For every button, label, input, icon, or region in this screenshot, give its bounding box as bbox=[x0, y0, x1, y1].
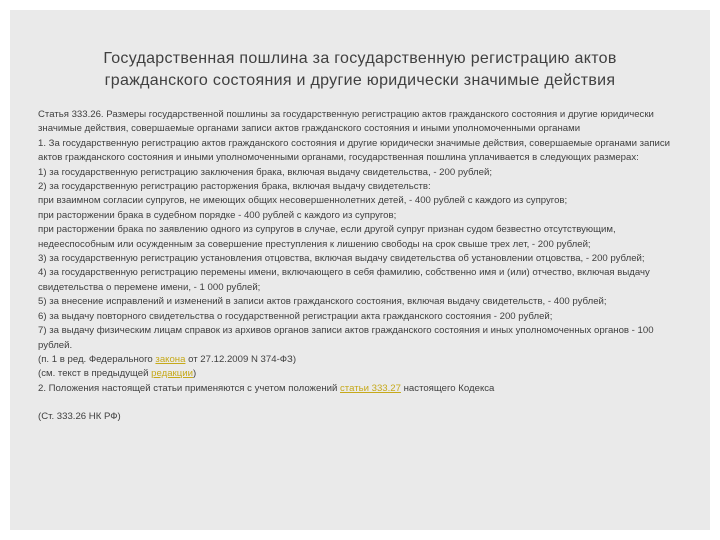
see-suffix: ) bbox=[192, 368, 197, 380]
item-2a: при взаимном согласии супругов, не имеющих общих несовершеннолетних детей, - 400 рублей с каждого из супругов; bbox=[38, 195, 568, 207]
slide-title bbox=[30, 48, 690, 92]
see-previous-note bbox=[38, 367, 678, 381]
article-heading: Статья 333.26. Размеры государственной пошлины за государственную регистрацию актов гражданского состояния и другие юридически значимые действия, совершаемые органами записи актов гражданского состояния и иными уполномоченными органами bbox=[38, 109, 654, 135]
spacer bbox=[38, 396, 678, 410]
item-6: 6) за выдачу повторного свидетельства о государственной регистрации акта гражданского состояния - 200 рублей; bbox=[38, 310, 553, 322]
see-prefix: (см. текст в предыдущей bbox=[38, 368, 152, 380]
item-3: 3) за государственную регистрацию установления отцовства, включая выдачу свидетельства об установлении отцовства, - 200 рублей; bbox=[38, 253, 645, 265]
law-link[interactable]: закона bbox=[155, 353, 186, 365]
item-5: 5) за внесение исправлений и изменений в записи актов гражданского состояния, включая выдачу свидетельств, - 400 рублей; bbox=[38, 296, 607, 308]
item-2b: при расторжении брака в судебном порядке - 400 рублей с каждого из супругов; bbox=[38, 209, 397, 221]
article-body bbox=[38, 108, 678, 425]
amendment-prefix: (п. 1 в ред. Федерального bbox=[38, 353, 156, 365]
amendment-note bbox=[38, 353, 678, 367]
paragraph-1: 1. За государственную регистрацию актов гражданского состояния и другие юридически значимые действия, совершаемые органами записи актов гражданского состояния и иными уполномоченными органами, государственная пошлина уплачивается в следующих размерах: bbox=[38, 137, 671, 164]
title-line-1: Государственная пошлина за государственную регистрацию актов bbox=[103, 50, 617, 67]
source-note: (Ст. 333.26 НК РФ) bbox=[38, 411, 121, 423]
item-1: 1) за государственную регистрацию заключения брака, включая выдачу свидетельства, - 200 рублей; bbox=[38, 166, 493, 178]
paragraph-2-prefix: 2. Положения настоящей статьи применяются с учетом положений bbox=[38, 382, 340, 394]
revision-link[interactable]: редакции bbox=[151, 368, 193, 380]
amendment-suffix: от 27.12.2009 N 374-ФЗ) bbox=[185, 353, 297, 365]
paragraph-2 bbox=[38, 382, 678, 396]
item-2: 2) за государственную регистрацию расторжения брака, включая выдачу свидетельств: bbox=[38, 181, 431, 193]
item-4: 4) за государственную регистрацию перемены имени, включающего в себя фамилию, собственно имя и (или) отчество, включая выдачу свидетельства о перемене имени, - 1 000 рублей; bbox=[38, 267, 650, 293]
item-7: 7) за выдачу физическим лицам справок из архивов органов записи актов гражданского состояния и иных уполномоченных органов - 100 рублей. bbox=[38, 325, 654, 351]
slide bbox=[10, 10, 710, 530]
item-2c: при расторжении брака по заявлению одного из супругов в случае, если другой супруг признан судом безвестно отсутствующим, недееспособным или осужденным за совершение преступления к лишению свободы на срок свыше трех лет, - 200 рублей; bbox=[38, 224, 616, 250]
paragraph-2-suffix: настоящего Кодекса bbox=[400, 382, 495, 394]
title-line-2: гражданского состояния и другие юридически значимые действия bbox=[104, 72, 616, 89]
article-link[interactable]: статьи 333.27 bbox=[340, 382, 401, 394]
